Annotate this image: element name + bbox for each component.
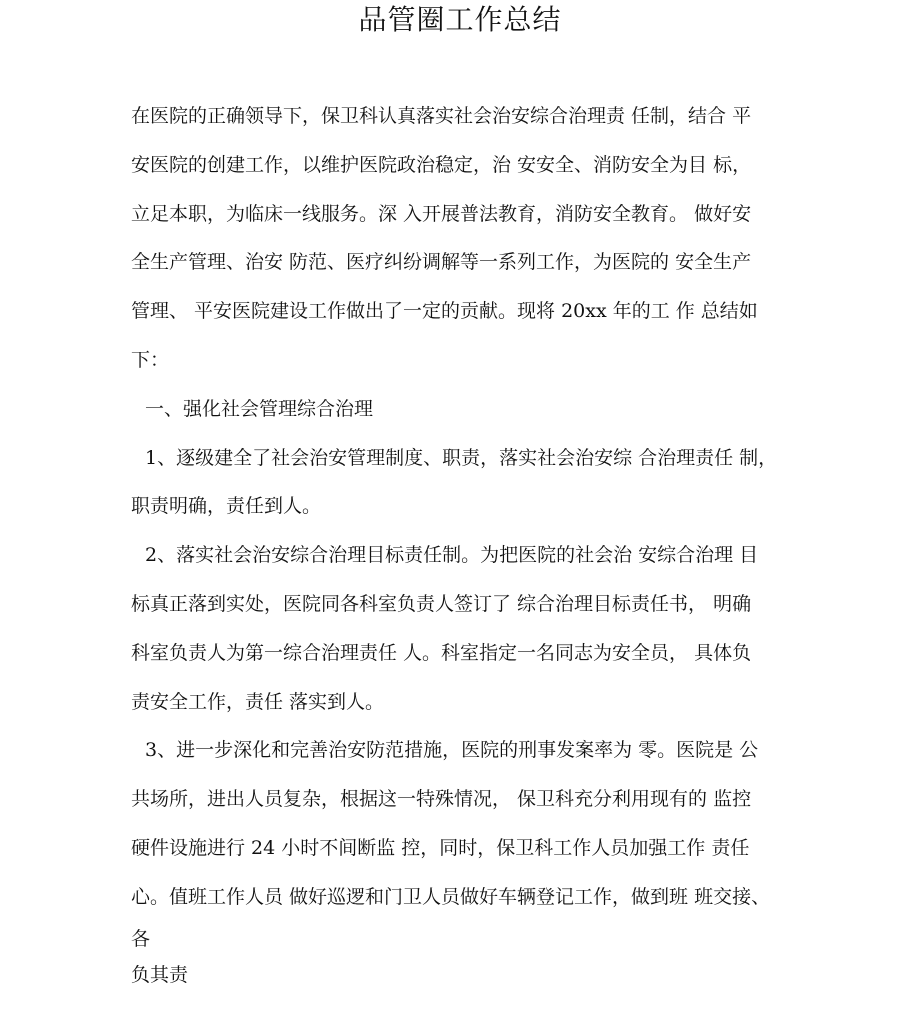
paragraph-line: 安医院的创建工作，以维护医院政治稳定，治 安安全、消防安全为目 标，	[131, 153, 752, 176]
section-heading: 一、强化社会管理综合治理	[145, 397, 374, 420]
paragraph-line: 1、逐级建全了社会治安管理制度、职责，落实社会治安综 合治理责任 制，	[145, 446, 778, 469]
paragraph-line: 在医院的正确领导下，保卫科认真落实社会治安综合治理责 任制，结合 平	[131, 105, 752, 127]
paragraph-line: 全生产管理、治安 防范、医疗纠纷调解等一系列工作，为医院的 安全生产	[131, 251, 752, 274]
paragraph-line: 各	[131, 928, 151, 950]
paragraph-line: 硬件设施进行 24 小时不间断监 控，同时，保卫科工作人员加强工作 责任	[131, 836, 750, 859]
paragraph-line: 3、进一步深化和完善治安防范措施，医院的刑事发案率为 零。医院是 公	[145, 739, 759, 762]
document-body	[131, 92, 811, 922]
document-title: 品管圈工作总结	[358, 3, 562, 36]
paragraph-line: 立足本职，为临床一线服务。深 入开展普法教育，消防安全教育。 做好安	[131, 202, 752, 225]
paragraph-line: 负其责	[131, 964, 189, 986]
paragraph-line: 科室负责人为第一综合治理责任 人。科室指定一名同志为安全员， 具体负	[131, 641, 752, 664]
paragraph-line: 共场所，进出人员复杂，根据这一特殊情况， 保卫科充分利用现有的 监控	[131, 788, 752, 811]
paragraph-line: 心。值班工作人员 做好巡逻和门卫人员做好车辆登记工作，做到班 班交接、	[131, 885, 771, 908]
paragraph-line: 职责明确，责任到人。	[131, 495, 322, 518]
paragraph-line: 2、落实社会治安综合治理目标责任制。为把医院的社会治 安综合治理 目	[145, 544, 759, 567]
paragraph-line: 管理、 平安医院建设工作做出了一定的贡献。现将 20xx 年的工 作 总结如	[131, 300, 758, 323]
paragraph-line: 责安全工作，责任 落实到人。	[131, 690, 385, 713]
paragraph-line: 标真正落到实处，医院同各科室负责人签订了 综合治理目标责任书， 明确	[131, 592, 752, 615]
paragraph-line: 下：	[131, 348, 170, 371]
